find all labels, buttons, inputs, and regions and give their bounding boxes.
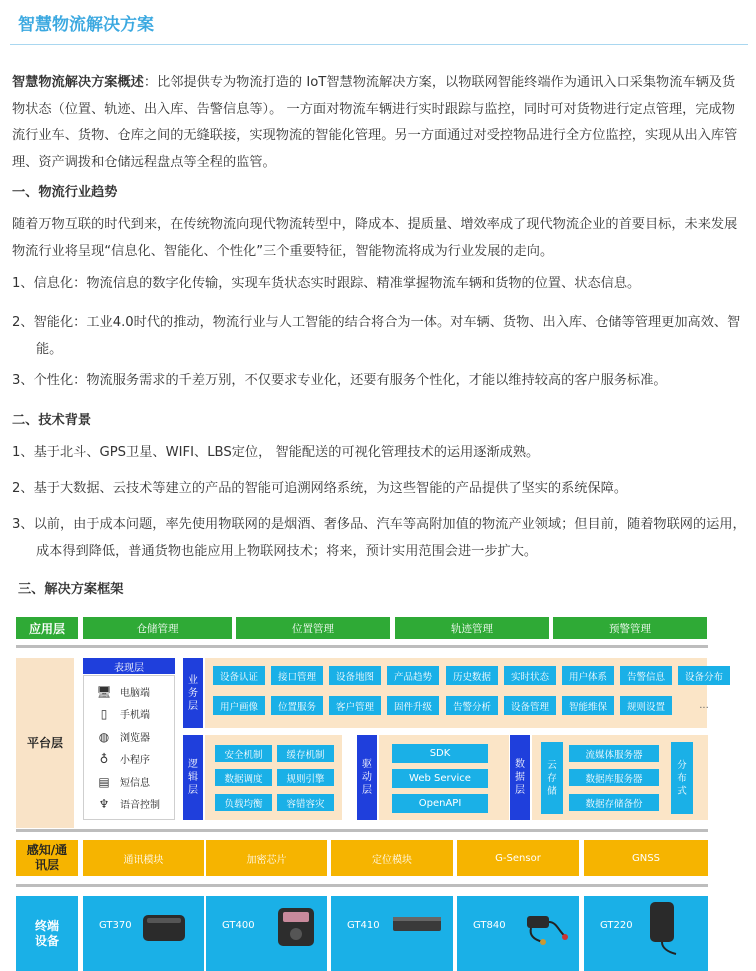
business-item: 接口管理 bbox=[271, 666, 323, 685]
driver-item: SDK bbox=[392, 744, 488, 763]
device-card bbox=[584, 896, 708, 971]
app-item: 位置管理 bbox=[236, 617, 390, 639]
app-layer-label: 应用层 bbox=[16, 617, 78, 639]
perception-item: 加密芯片 bbox=[206, 840, 327, 876]
perception-item: 定位模块 bbox=[331, 840, 453, 876]
business-item: 历史数据 bbox=[446, 666, 498, 685]
trend-item-3: 3、个性化：物流服务需求的千差万别，不仅要求专业化，还要有服务个性化，才能以维持较高的客户服务标准。 bbox=[12, 373, 667, 388]
logic-item: 负载均衡 bbox=[215, 794, 272, 811]
intro-text: ：比邻提供专为物流打造的 IoT智慧物流解决方案，以物联网智能终端作为通讯入口采集物流车辆及货物状态（位置、轨迹、出入库、告警信息等）。 一方面对物流车辆进行实时跟踪与监控，同时可对货物进行定点管理，完成物流行业车、货物、仓库之间的无缝联接，实现物流的智能化管理。另一方面通过对受控物品进行全方位监控，实现从出入库管理、资产调拨和仓储远程盘点等全程的监管。 bbox=[12, 75, 738, 170]
business-item: 实时状态 bbox=[504, 666, 556, 685]
gt370-device-icon bbox=[141, 909, 187, 945]
gt220-device-icon bbox=[642, 898, 686, 958]
presentation-item: 🖥 电脑端 bbox=[96, 684, 150, 699]
presentation-item: ▯ 手机端 bbox=[96, 706, 150, 721]
business-item: 用户体系 bbox=[562, 666, 614, 685]
logic-item: 缓存机制 bbox=[277, 745, 334, 762]
device-name: GT220 bbox=[600, 920, 633, 931]
business-item: 设备地图 bbox=[329, 666, 381, 685]
business-item: 设备管理 bbox=[504, 696, 556, 715]
perception-item: GNSS bbox=[584, 840, 708, 876]
logic-item: 规则引擎 bbox=[277, 769, 334, 786]
business-item: 固件升级 bbox=[387, 696, 439, 715]
trend-item-2: 2、智能化：工业4.0时代的推动，物流行业与人工智能的结合将合为一体。对车辆、货物、出入库、仓储等管理更加高效、智能。 bbox=[12, 315, 741, 357]
device-card bbox=[206, 896, 327, 971]
device-name: GT400 bbox=[222, 920, 255, 931]
business-item: 设备分布 bbox=[678, 666, 730, 685]
perception-item: 通讯模块 bbox=[83, 840, 204, 876]
presentation-item: ♆ 语音控制 bbox=[96, 796, 160, 811]
section1-text: 随着万物互联的时代到来，在传统物流向现代物流转型中，降成本、提质量、增效率成了现代物流企业的首要目标，未来发展物流行业将呈现“信息化、智能化、个性化”三个重要特征，智能物流将成为行业发展的走向。 bbox=[12, 217, 738, 259]
business-item: 规则设置 bbox=[620, 696, 672, 715]
data-item: 数据存储备份 bbox=[569, 794, 659, 811]
device-card bbox=[83, 896, 204, 971]
architecture-diagram bbox=[12, 614, 748, 971]
device-name: GT410 bbox=[347, 920, 380, 931]
app-item: 仓储管理 bbox=[83, 617, 232, 639]
data-layer-label: 数据层 bbox=[510, 735, 530, 820]
app-item: 轨迹管理 bbox=[395, 617, 549, 639]
data-item: 数据库服务器 bbox=[569, 769, 659, 786]
business-layer-label: 业务层 bbox=[183, 658, 203, 728]
device-name: GT370 bbox=[99, 920, 132, 931]
presentation-item: ◍ 浏览器 bbox=[96, 729, 150, 744]
browser-icon: ◍ bbox=[98, 729, 110, 744]
distributed-storage: 分布式 bbox=[671, 742, 693, 814]
miniprogram-icon: ♁ bbox=[99, 751, 109, 766]
section3-heading: 三、解决方案框架 bbox=[18, 582, 124, 597]
layer-divider bbox=[16, 884, 708, 887]
business-item: 告警信息 bbox=[620, 666, 672, 685]
layer-divider bbox=[16, 645, 708, 648]
gt840-device-icon bbox=[521, 908, 571, 948]
cloud-storage: 云存储 bbox=[541, 742, 563, 814]
device-card bbox=[331, 896, 453, 971]
perception-item: G-Sensor bbox=[457, 840, 579, 876]
device-card bbox=[457, 896, 579, 971]
page-title: 智慧物流解决方案 bbox=[18, 15, 154, 35]
computer-icon: 🖥 bbox=[96, 684, 112, 699]
section2-heading: 二、技术背景 bbox=[12, 413, 92, 428]
gt410-device-icon bbox=[391, 914, 443, 934]
tech-item-2: 2、基于大数据、云技术等建立的产品的智能可追溯网络系统，为这些智能的产品提供了坚实的系统保障。 bbox=[12, 481, 628, 496]
logic-item: 容错容灾 bbox=[277, 794, 334, 811]
sms-icon: ▤ bbox=[98, 774, 110, 789]
presentation-head: 表现层 bbox=[83, 658, 175, 674]
device-layer-label: 终端设备 bbox=[16, 896, 78, 971]
business-item: 告警分析 bbox=[446, 696, 498, 715]
data-item: 流媒体服务器 bbox=[569, 745, 659, 762]
tech-item-1: 1、基于北斗、GPS卫星、WIFI、LBS定位， 智能配送的可视化管理技术的运用逐渐成熟。 bbox=[12, 445, 540, 460]
trend-item-1: 1、信息化：物流信息的数字化传输，实现车货状态实时跟踪、精准掌握物流车辆和货物的位置、状态信息。 bbox=[12, 276, 641, 291]
presentation-item: ♁ 小程序 bbox=[96, 751, 150, 766]
layer-divider bbox=[16, 829, 708, 832]
intro-paragraph bbox=[12, 70, 748, 176]
business-item: 智能维保 bbox=[562, 696, 614, 715]
business-item: 产品趋势 bbox=[387, 666, 439, 685]
title-divider bbox=[10, 44, 748, 45]
presentation-item: ▤ 短信息 bbox=[96, 774, 150, 789]
business-item: 用户画像 bbox=[213, 696, 265, 715]
business-item: 设备认证 bbox=[213, 666, 265, 685]
logic-item: 数据调度 bbox=[215, 769, 272, 786]
logic-item: 安全机制 bbox=[215, 745, 272, 762]
app-item: 预警管理 bbox=[553, 617, 707, 639]
logic-layer-label: 逻辑层 bbox=[183, 735, 203, 820]
business-more: ... bbox=[699, 700, 709, 711]
driver-item: OpenAPI bbox=[392, 794, 488, 813]
business-item: 客户管理 bbox=[329, 696, 381, 715]
gt400-device-icon bbox=[274, 904, 318, 950]
section1-heading: 一、物流行业趋势 bbox=[12, 185, 118, 200]
device-name: GT840 bbox=[473, 920, 506, 931]
business-item: 位置服务 bbox=[271, 696, 323, 715]
driver-item: Web Service bbox=[392, 769, 488, 788]
tech-item-3: 3、以前，由于成本问题，率先使用物联网的是烟酒、奢侈品、汽车等高附加值的物流产业领域；但目前，随着物联网的运用，成本得到降低，普通货物也能应用上物联网技术；将来，预计实用范围会进一步扩大。 bbox=[12, 517, 746, 559]
intro-label: 智慧物流解决方案概述 bbox=[12, 75, 144, 90]
driver-layer-label: 驱动层 bbox=[357, 735, 377, 820]
phone-icon: ▯ bbox=[100, 706, 108, 721]
voice-icon: ♆ bbox=[98, 796, 110, 811]
platform-layer-label: 平台层 bbox=[16, 658, 74, 828]
perception-layer-label: 感知/通讯层 bbox=[16, 840, 78, 876]
